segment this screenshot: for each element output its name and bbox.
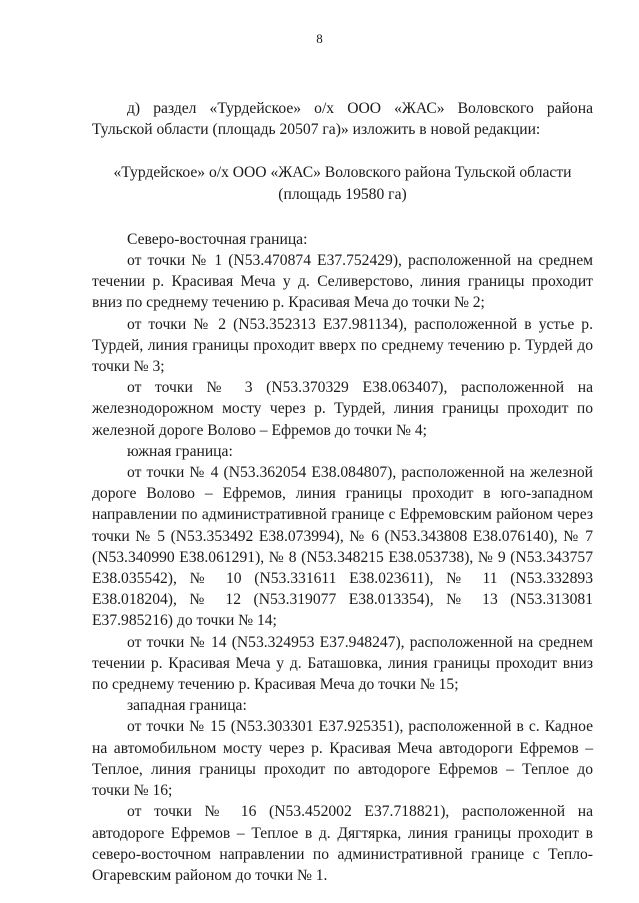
section-heading-line-2: (площадь 19580 га) xyxy=(278,185,407,203)
page-number: 8 xyxy=(316,31,323,46)
boundary-paragraph: от точки № 4 (N53.362054 E38.084807), расположенной на железной дороге Волово – Ефремов, линия границы проходит в юго-западном направлении по административной границе с Ефремовским районом через точки № 5 (N53.353492 E38.073994), № 6 (N53.343808 E38.076140), № 7 (N53.340990 E38.061291), № 8 (N53.348215 E38.053738), № 9 (N53.343757 E38.035542), № 10 (N53.331611 E38.023611), № 11 (N53.332893 E38.018204), № 12 (N53.319077 E38.013354), № 13 (N53.313081 E37.985216) до точки № 14; xyxy=(92,464,593,630)
section-heading-line-1: «Турдейское» о/х ООО «ЖАС» Воловского района Тульской области xyxy=(113,164,572,182)
boundary-paragraph: от точки № 1 (N53.470874 E37.752429), расположенной на среднем течении р. Красивая Меча у д. Селиверстово, линия границы проходит вниз по среднему течению р. Красивая Меча до точки № 2; xyxy=(92,252,593,312)
boundary-paragraph: от точки № 2 (N53.352313 E37.981134), расположенной в устье р. Турдей, линия границы проходит вверх по среднему течению р. Турдей до точки № 3; xyxy=(92,315,593,376)
boundary-paragraph: от точки № 15 (N53.303301 E37.925351), расположенной в с. Кадное на автомобильном мосту через р. Красивая Меча автодороги Ефремов – Теплое, линия границы проходит по автодороге Ефремов – Теплое до точки № 16; xyxy=(92,718,593,800)
boundary-title-west: западная граница: xyxy=(127,697,247,715)
boundary-paragraph: от точки № 14 (N53.324953 E37.948247), расположенной на среднем течении р. Красивая Меча у д. Баташовка, линия границы проходит вниз по среднему течению р. Красивая Меча до точки № 15; xyxy=(92,633,593,694)
intro-paragraph: д) раздел «Турдейское» о/х ООО «ЖАС» Воловского района Тульской области (площадь 20507 га)» изложить в новой редакции: xyxy=(92,100,593,139)
boundary-title-northeast: Северо-восточная граница: xyxy=(127,230,308,248)
boundary-paragraph: от точки № 16 (N53.452002 E37.718821), расположенной на автодороге Ефремов – Теплое в д. Дягтярка, линия границы проходит в северо-восточном направлении по административной границе с Тепло-Огаревским районом до точки № 1. xyxy=(92,803,593,884)
document-body xyxy=(92,98,593,886)
boundary-title-south: южная граница: xyxy=(127,442,233,460)
boundary-paragraph: от точки № 3 (N53.370329 E38.063407), расположенной на железнодорожном мосту через р. Турдей, линия границы проходит по железной дороге Волово – Ефремов до точки № 4; xyxy=(92,379,593,439)
